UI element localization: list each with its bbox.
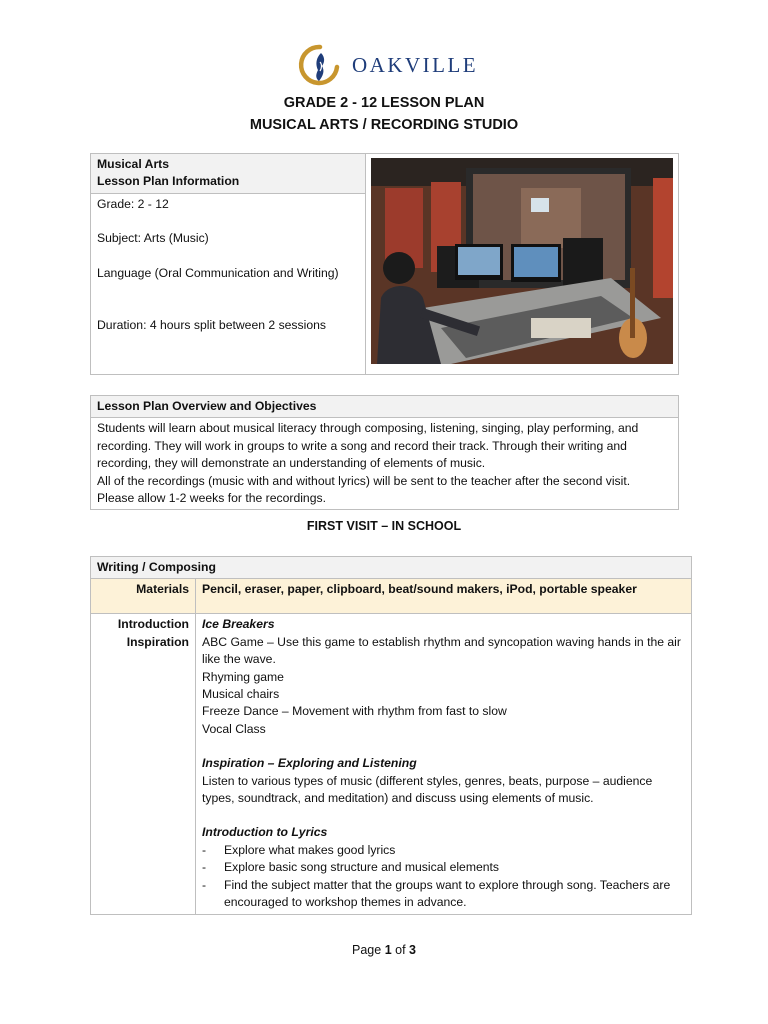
materials-value: Pencil, eraser, paper, clipboard, beat/sound makers, iPod, portable speaker <box>196 579 692 614</box>
lyrics-item: - Explore basic song structure and musical elements <box>202 859 685 876</box>
intro-label-cell <box>91 614 196 914</box>
ice-breaker-item: Vocal Class <box>202 721 266 736</box>
ice-breakers-title: Ice Breakers <box>202 617 275 632</box>
overview-para1: Students will learn about musical literacy through composing, listening, singing, play performing, and recording. They will work in groups to write a song and record their track. Through their writing and recording, they will demonstrate an understanding of elements of music. <box>97 421 639 471</box>
intro-label-introduction: Introduction <box>117 617 189 632</box>
lesson-info-table <box>90 153 679 375</box>
ice-breaker-item: Musical chairs <box>202 687 280 702</box>
photo-cell <box>366 154 679 375</box>
inspiration-title: Inspiration – Exploring and Listening <box>202 756 417 771</box>
lyrics-title: Introduction to Lyrics <box>202 825 328 840</box>
writing-composing-table <box>90 556 692 915</box>
info-language: Language (Oral Communication and Writing) <box>97 265 339 280</box>
intro-label-inspiration: Inspiration <box>126 634 189 649</box>
recording-studio-photo <box>371 158 673 364</box>
info-details-cell <box>91 193 366 374</box>
footer-total-pages: 3 <box>409 943 416 957</box>
logo-wordmark: OAKVILLE <box>352 52 479 77</box>
writing-heading: Writing / Composing <box>91 557 692 579</box>
oakville-logo <box>298 44 478 86</box>
studio-illustration <box>371 158 673 364</box>
footer-current-page: 1 <box>384 943 392 957</box>
page-title: GRADE 2 - 12 LESSON PLAN <box>283 95 485 111</box>
info-heading-line2: Lesson Plan Information <box>97 174 240 189</box>
footer-sep: of <box>391 943 410 957</box>
overview-para2: All of the recordings (music with and without lyrics) will be sent to the teacher after the second visit. <box>97 473 631 488</box>
section-title-first-visit: FIRST VISIT – IN SCHOOL <box>306 519 462 533</box>
info-duration: Duration: 4 hours split between 2 sessions <box>97 318 326 333</box>
inspiration-text: Listen to various types of music (different styles, genres, beats, purpose – audience types, soundtrack, and meditation) and discuss using elements of music. <box>202 773 653 806</box>
materials-label: Materials <box>91 579 196 614</box>
footer-prefix: Page <box>352 943 385 957</box>
lyrics-item: - Find the subject matter that the groups want to explore through song. Teachers are encouraged to workshop themes in advance. <box>202 877 685 912</box>
info-grade: Grade: 2 - 12 <box>97 196 169 211</box>
info-subject: Subject: Arts (Music) <box>97 231 209 246</box>
page-footer <box>0 943 768 957</box>
lyrics-list <box>202 842 685 912</box>
info-heading-line1: Musical Arts <box>97 157 170 171</box>
lyrics-item: - Explore what makes good lyrics <box>202 842 685 859</box>
oakville-emblem-icon <box>298 44 342 86</box>
page-subtitle: MUSICAL ARTS / RECORDING STUDIO <box>249 117 519 133</box>
overview-para3: Please allow 1-2 weeks for the recordings. <box>97 491 326 506</box>
ice-breaker-item: ABC Game – Use this game to establish rhythm and syncopation waving hands in the air like the wave. <box>202 634 681 667</box>
intro-content-cell <box>196 614 692 914</box>
info-heading-cell <box>91 154 366 194</box>
ice-breaker-item: Freeze Dance – Movement with rhythm from fast to slow <box>202 704 507 719</box>
overview-heading: Lesson Plan Overview and Objectives <box>91 396 679 418</box>
overview-body <box>91 418 679 510</box>
overview-table <box>90 395 679 510</box>
ice-breaker-item: Rhyming game <box>202 669 284 684</box>
